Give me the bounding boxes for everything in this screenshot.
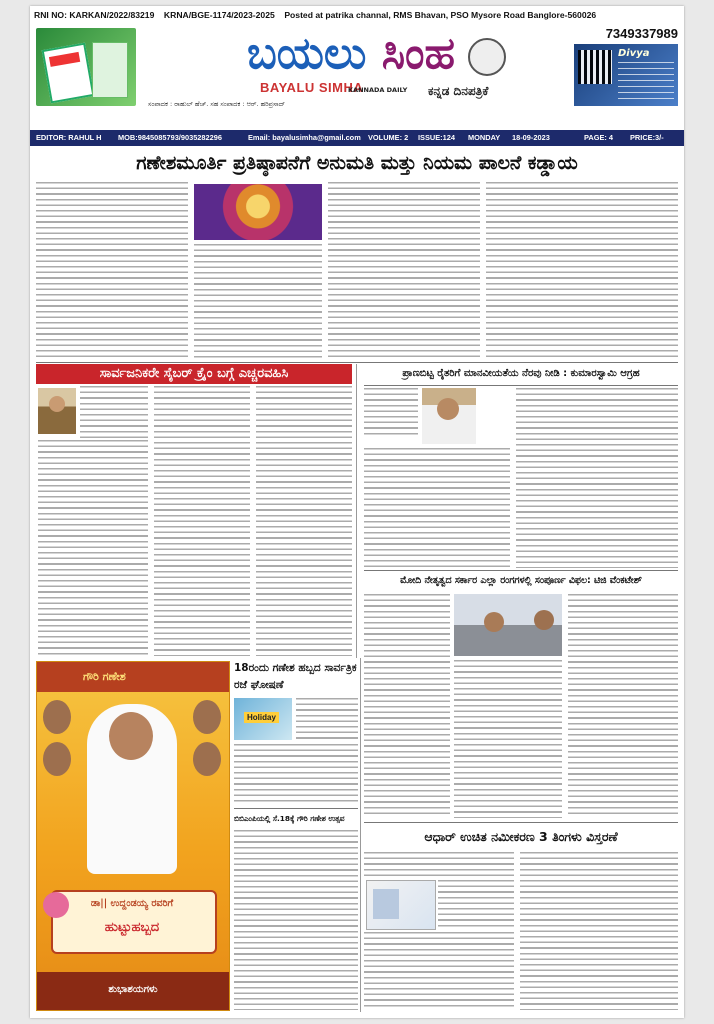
- story-text-col2: [194, 244, 322, 360]
- krna-number: KRNA/BGE-1174/2023-2025: [163, 10, 275, 20]
- issue: ISSUE:124: [418, 133, 455, 142]
- kannada-daily-label: KANNADA DAILY: [348, 86, 408, 94]
- lion-emblem-icon: [468, 38, 506, 76]
- story-text-col4: [486, 182, 678, 360]
- toothpaste-tube-icon: [42, 43, 95, 104]
- aadhaar-card-photo: [366, 880, 436, 930]
- aadhaar-text-col1a: [364, 852, 514, 878]
- hdk-text-col1: [364, 388, 418, 436]
- story-text-col1: [36, 182, 188, 360]
- poster-portrait-right: [193, 700, 221, 734]
- qr-code-icon: [578, 50, 612, 84]
- poster-banner: [51, 890, 217, 954]
- cyber-text-col2: [154, 386, 250, 656]
- poster-top-band: [37, 662, 229, 692]
- main-headline: ಗಣೇಶಮೂರ್ತಿ ಪ್ರತಿಷ್ಠಾಪನೆಗೆ ಅನುಮತಿ ಮತ್ತು ನಿಯಮ ಪಾಲನೆ ಕಡ್ಡಾಯ: [136, 152, 578, 174]
- weekday: MONDAY: [468, 133, 501, 142]
- divider: [364, 385, 678, 386]
- holiday-text-col1b: [234, 744, 358, 804]
- aadhaar-text-col1c: [364, 932, 514, 1010]
- editor-credits: ಸಂಪಾದಕ : ರಾಹುಲ್ ಹೆಚ್. ಸಹ ಸಂಪಾದಕ : ಆರ್. ಹರಿಪ್ರಸಾದ್: [148, 100, 286, 108]
- hdk-headline: ಪ್ರಾಣಬಿಟ್ಟ ರೈತರಿಗೆ ಮಾನವೀಯತೆಯ ನೆರವು ನೀಡಿ : ಕುಮಾರಸ್ವಾಮಿ ಆಗ್ರಹ: [402, 368, 640, 379]
- ganesha-festival-birthday-poster: [36, 661, 230, 1011]
- divider: [356, 364, 357, 658]
- toothpaste-box-icon: [92, 42, 128, 98]
- police-officer-photo: [38, 388, 76, 434]
- hdk-text-col2: [516, 388, 678, 568]
- lotus-icon: [43, 892, 69, 918]
- newspaper-title-english: BAYALU SIMHA: [260, 80, 364, 95]
- rni-number: RNI NO: KARKAN/2022/83219: [34, 10, 155, 20]
- modi-headline: ಮೋದಿ ನೇತೃತ್ವದ ಸರ್ಕಾರ ಎಲ್ಲಾ ರಂಗಗಳಲ್ಲಿ ಸಂಪೂರ್ಣ ವಿಫಲ: ಟಿಜಿ ವೆಂಕಟೇಶ್: [400, 575, 642, 586]
- mobile-numbers: MOB:9845085793/9035282296: [118, 133, 222, 142]
- poster-greeting: ಗೌರಿ ಗಣೇಶ: [83, 670, 126, 683]
- meeting-photo: [454, 594, 562, 656]
- electronics-ad: [574, 44, 678, 106]
- newspaper-page: [30, 6, 684, 1018]
- cyber-text-col1b: [38, 440, 148, 656]
- title-part-purple: ಸಿಂಹ: [381, 28, 456, 79]
- volume: VOLUME: 2: [368, 133, 409, 142]
- registration-line: [30, 6, 684, 24]
- holiday-text-col1: [296, 698, 358, 740]
- poster-footer: ಶುಭಾಶಯಗಳು: [108, 984, 158, 995]
- cyber-text-col1: [80, 386, 148, 438]
- bbmp-text: [234, 830, 358, 1010]
- poster-birthday: ಹುಟ್ಟುಹಬ್ಬದ: [104, 920, 160, 935]
- cyber-headline: ಸಾರ್ವಜನಿಕರೇ ಸೈಬರ್ ಕ್ರೈಂ ಬಗ್ಗೆ ಎಚ್ಚರವಹಿಸಿ: [36, 364, 352, 384]
- modi-text-col3: [568, 594, 678, 818]
- divider: [364, 570, 678, 571]
- posted-at: Posted at patrika channal, RMS Bhavan, PSO Mysore Road Banglore-560026: [284, 10, 597, 20]
- divider: [36, 362, 678, 363]
- poster-portrait-left: [43, 700, 71, 734]
- divider: [234, 808, 358, 809]
- info-bar: [30, 130, 684, 146]
- issue-date: 18-09-2023: [512, 133, 550, 142]
- hdk-text-col1b: [364, 448, 510, 568]
- holiday-photo: [234, 698, 292, 740]
- page-number: PAGE: 4: [584, 133, 614, 142]
- divider: [360, 658, 361, 1012]
- bbmp-headline: ಬಿಬಿಎಂಪಿಯಲ್ಲಿ ಸೆ.18ಕ್ಕೆ ಗೌರಿ ಗಣೇಶ ಉತ್ಸವ: [234, 814, 345, 823]
- title-part-blue: ಬಯಲು: [246, 28, 382, 79]
- poster-portrait-left-2: [43, 742, 71, 776]
- price: PRICE:3/-: [630, 133, 664, 142]
- modi-text-col1: [364, 594, 450, 818]
- poster-person-face: [109, 712, 153, 760]
- editor-name: EDITOR: RAHUL H: [36, 133, 102, 142]
- cyber-text-col3: [256, 386, 352, 656]
- ad-text-block: [618, 62, 674, 102]
- poster-name: ಡಾ|| ಉದ್ದಂಡಯ್ಯ ರವರಿಗೆ: [90, 898, 174, 909]
- kumaraswamy-photo: [422, 388, 476, 444]
- story-text-col3: [328, 182, 480, 360]
- modi-text-col2: [454, 660, 562, 818]
- ad-brand: Divya: [618, 48, 650, 59]
- toothpaste-ad: [36, 28, 136, 106]
- email-address: Email: bayalusimha@gmail.com: [248, 133, 361, 142]
- divider: [364, 822, 678, 823]
- newspaper-subtitle: ಕನ್ನಡ ದಿನಪತ್ರಿಕೆ: [428, 84, 489, 98]
- holiday-label: Holiday: [244, 712, 279, 723]
- holiday-headline: 18ರಂದು ಗಣೇಶ ಹಬ್ಬದ ಸಾರ್ವತ್ರಿಕ ರಜೆ ಘೋಷಣೆ: [234, 662, 357, 691]
- ganesha-photo: [194, 184, 322, 240]
- masthead: [30, 24, 684, 112]
- poster-bottom-band: [37, 972, 229, 1010]
- aadhaar-text-col1b: [438, 880, 514, 928]
- phone-number: 7349337989: [605, 26, 678, 41]
- aadhaar-headline: ಆಧಾರ್ ಉಚಿತ ನಮೀಕರಣ 3 ತಿಂಗಳು ವಿಸ್ತರಣೆ: [424, 829, 618, 844]
- aadhaar-text-col2: [520, 852, 678, 1010]
- poster-portrait-right-2: [193, 742, 221, 776]
